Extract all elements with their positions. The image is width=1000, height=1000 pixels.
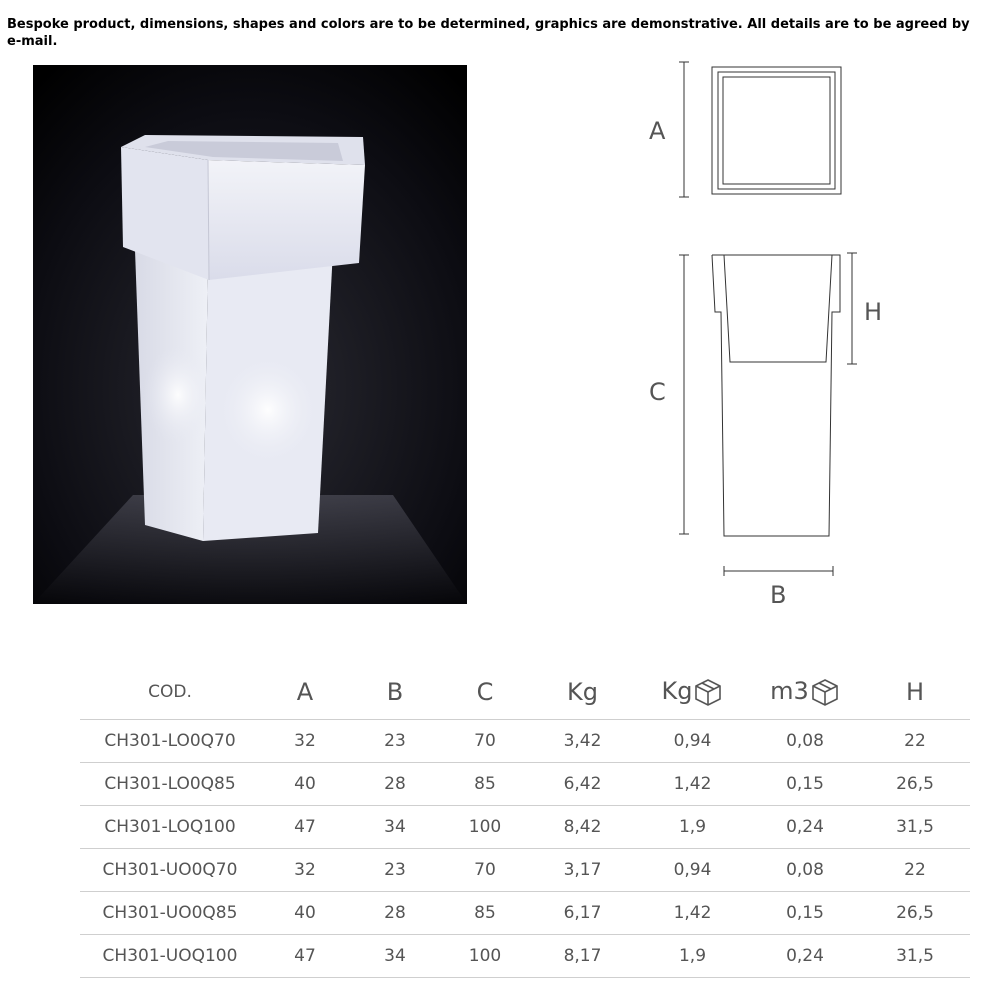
notice-text: Bespoke product, dimensions, shapes and colors are to be determined, graphics are demonstrative. All details are to be agreed by e-mail. xyxy=(7,17,970,49)
cell-m3: 0,24 xyxy=(750,935,860,978)
cell-b: 23 xyxy=(350,720,440,763)
cell-m3: 0,08 xyxy=(750,720,860,763)
table-header-row xyxy=(80,665,970,720)
cell-b: 34 xyxy=(350,935,440,978)
cell-kg: 6,17 xyxy=(530,892,635,935)
product-photo xyxy=(33,65,467,604)
cell-c: 85 xyxy=(440,892,530,935)
dimension-drawing xyxy=(620,50,900,620)
cell-h: 31,5 xyxy=(860,806,970,849)
box-icon xyxy=(810,677,840,707)
specification-table xyxy=(80,665,970,978)
cell-b: 34 xyxy=(350,806,440,849)
header-kg-packed xyxy=(635,665,750,720)
cell-kg-packed: 0,94 xyxy=(635,720,750,763)
table-row xyxy=(80,720,970,763)
cell-kg-packed: 1,9 xyxy=(635,935,750,978)
cell-c: 100 xyxy=(440,935,530,978)
cell-kg: 6,42 xyxy=(530,763,635,806)
cell-kg: 3,42 xyxy=(530,720,635,763)
cell-kg: 3,17 xyxy=(530,849,635,892)
cell-kg-packed: 1,42 xyxy=(635,763,750,806)
cell-h: 22 xyxy=(860,720,970,763)
cell-a: 40 xyxy=(260,892,350,935)
header-a: A xyxy=(296,678,314,706)
table-row xyxy=(80,806,970,849)
header-kg: Kg xyxy=(567,678,598,706)
technical-drawing xyxy=(620,50,900,624)
cell-c: 70 xyxy=(440,849,530,892)
cell-b: 28 xyxy=(350,763,440,806)
cell-h: 26,5 xyxy=(860,763,970,806)
cell-h: 31,5 xyxy=(860,935,970,978)
cell-kg: 8,42 xyxy=(530,806,635,849)
cell-a: 32 xyxy=(260,720,350,763)
cell-a: 32 xyxy=(260,849,350,892)
cell-kg-packed: 1,9 xyxy=(635,806,750,849)
cell-b: 23 xyxy=(350,849,440,892)
table-row xyxy=(80,935,970,978)
header-kg-packed-label: Kg xyxy=(661,677,693,705)
header-h: H xyxy=(905,678,925,706)
cell-b: 28 xyxy=(350,892,440,935)
cell-c: 85 xyxy=(440,763,530,806)
cell-m3: 0,08 xyxy=(750,849,860,892)
cell-c: 100 xyxy=(440,806,530,849)
table-row xyxy=(80,849,970,892)
cell-a: 47 xyxy=(260,935,350,978)
dimension-label-b: B xyxy=(770,581,787,609)
cell-m3: 0,15 xyxy=(750,763,860,806)
cell-c: 70 xyxy=(440,720,530,763)
cell-code: CH301-LO0Q85 xyxy=(80,763,260,806)
table-row xyxy=(80,892,970,935)
table-row xyxy=(80,763,970,806)
illuminated-planter-image xyxy=(33,65,467,604)
cell-m3: 0,24 xyxy=(750,806,860,849)
cell-code: CH301-LOQ100 xyxy=(80,806,260,849)
box-icon xyxy=(693,677,723,707)
header-cod: COD. xyxy=(148,682,192,702)
cell-kg-packed: 0,94 xyxy=(635,849,750,892)
cell-kg: 8,17 xyxy=(530,935,635,978)
cell-code: CH301-UOQ100 xyxy=(80,935,260,978)
cell-code: CH301-UO0Q70 xyxy=(80,849,260,892)
header-b: B xyxy=(386,678,404,706)
header-c: C xyxy=(476,678,494,706)
cell-code: CH301-LO0Q70 xyxy=(80,720,260,763)
cell-m3: 0,15 xyxy=(750,892,860,935)
dimension-label-c: C xyxy=(649,378,666,406)
dimension-label-h: H xyxy=(864,298,883,326)
header-m3-packed xyxy=(750,665,860,720)
cell-h: 22 xyxy=(860,849,970,892)
cell-kg-packed: 1,42 xyxy=(635,892,750,935)
cell-h: 26,5 xyxy=(860,892,970,935)
cell-code: CH301-UO0Q85 xyxy=(80,892,260,935)
cell-a: 47 xyxy=(260,806,350,849)
cell-a: 40 xyxy=(260,763,350,806)
dimension-label-a: A xyxy=(649,117,666,145)
header-m3-packed-label: m3 xyxy=(770,677,809,705)
